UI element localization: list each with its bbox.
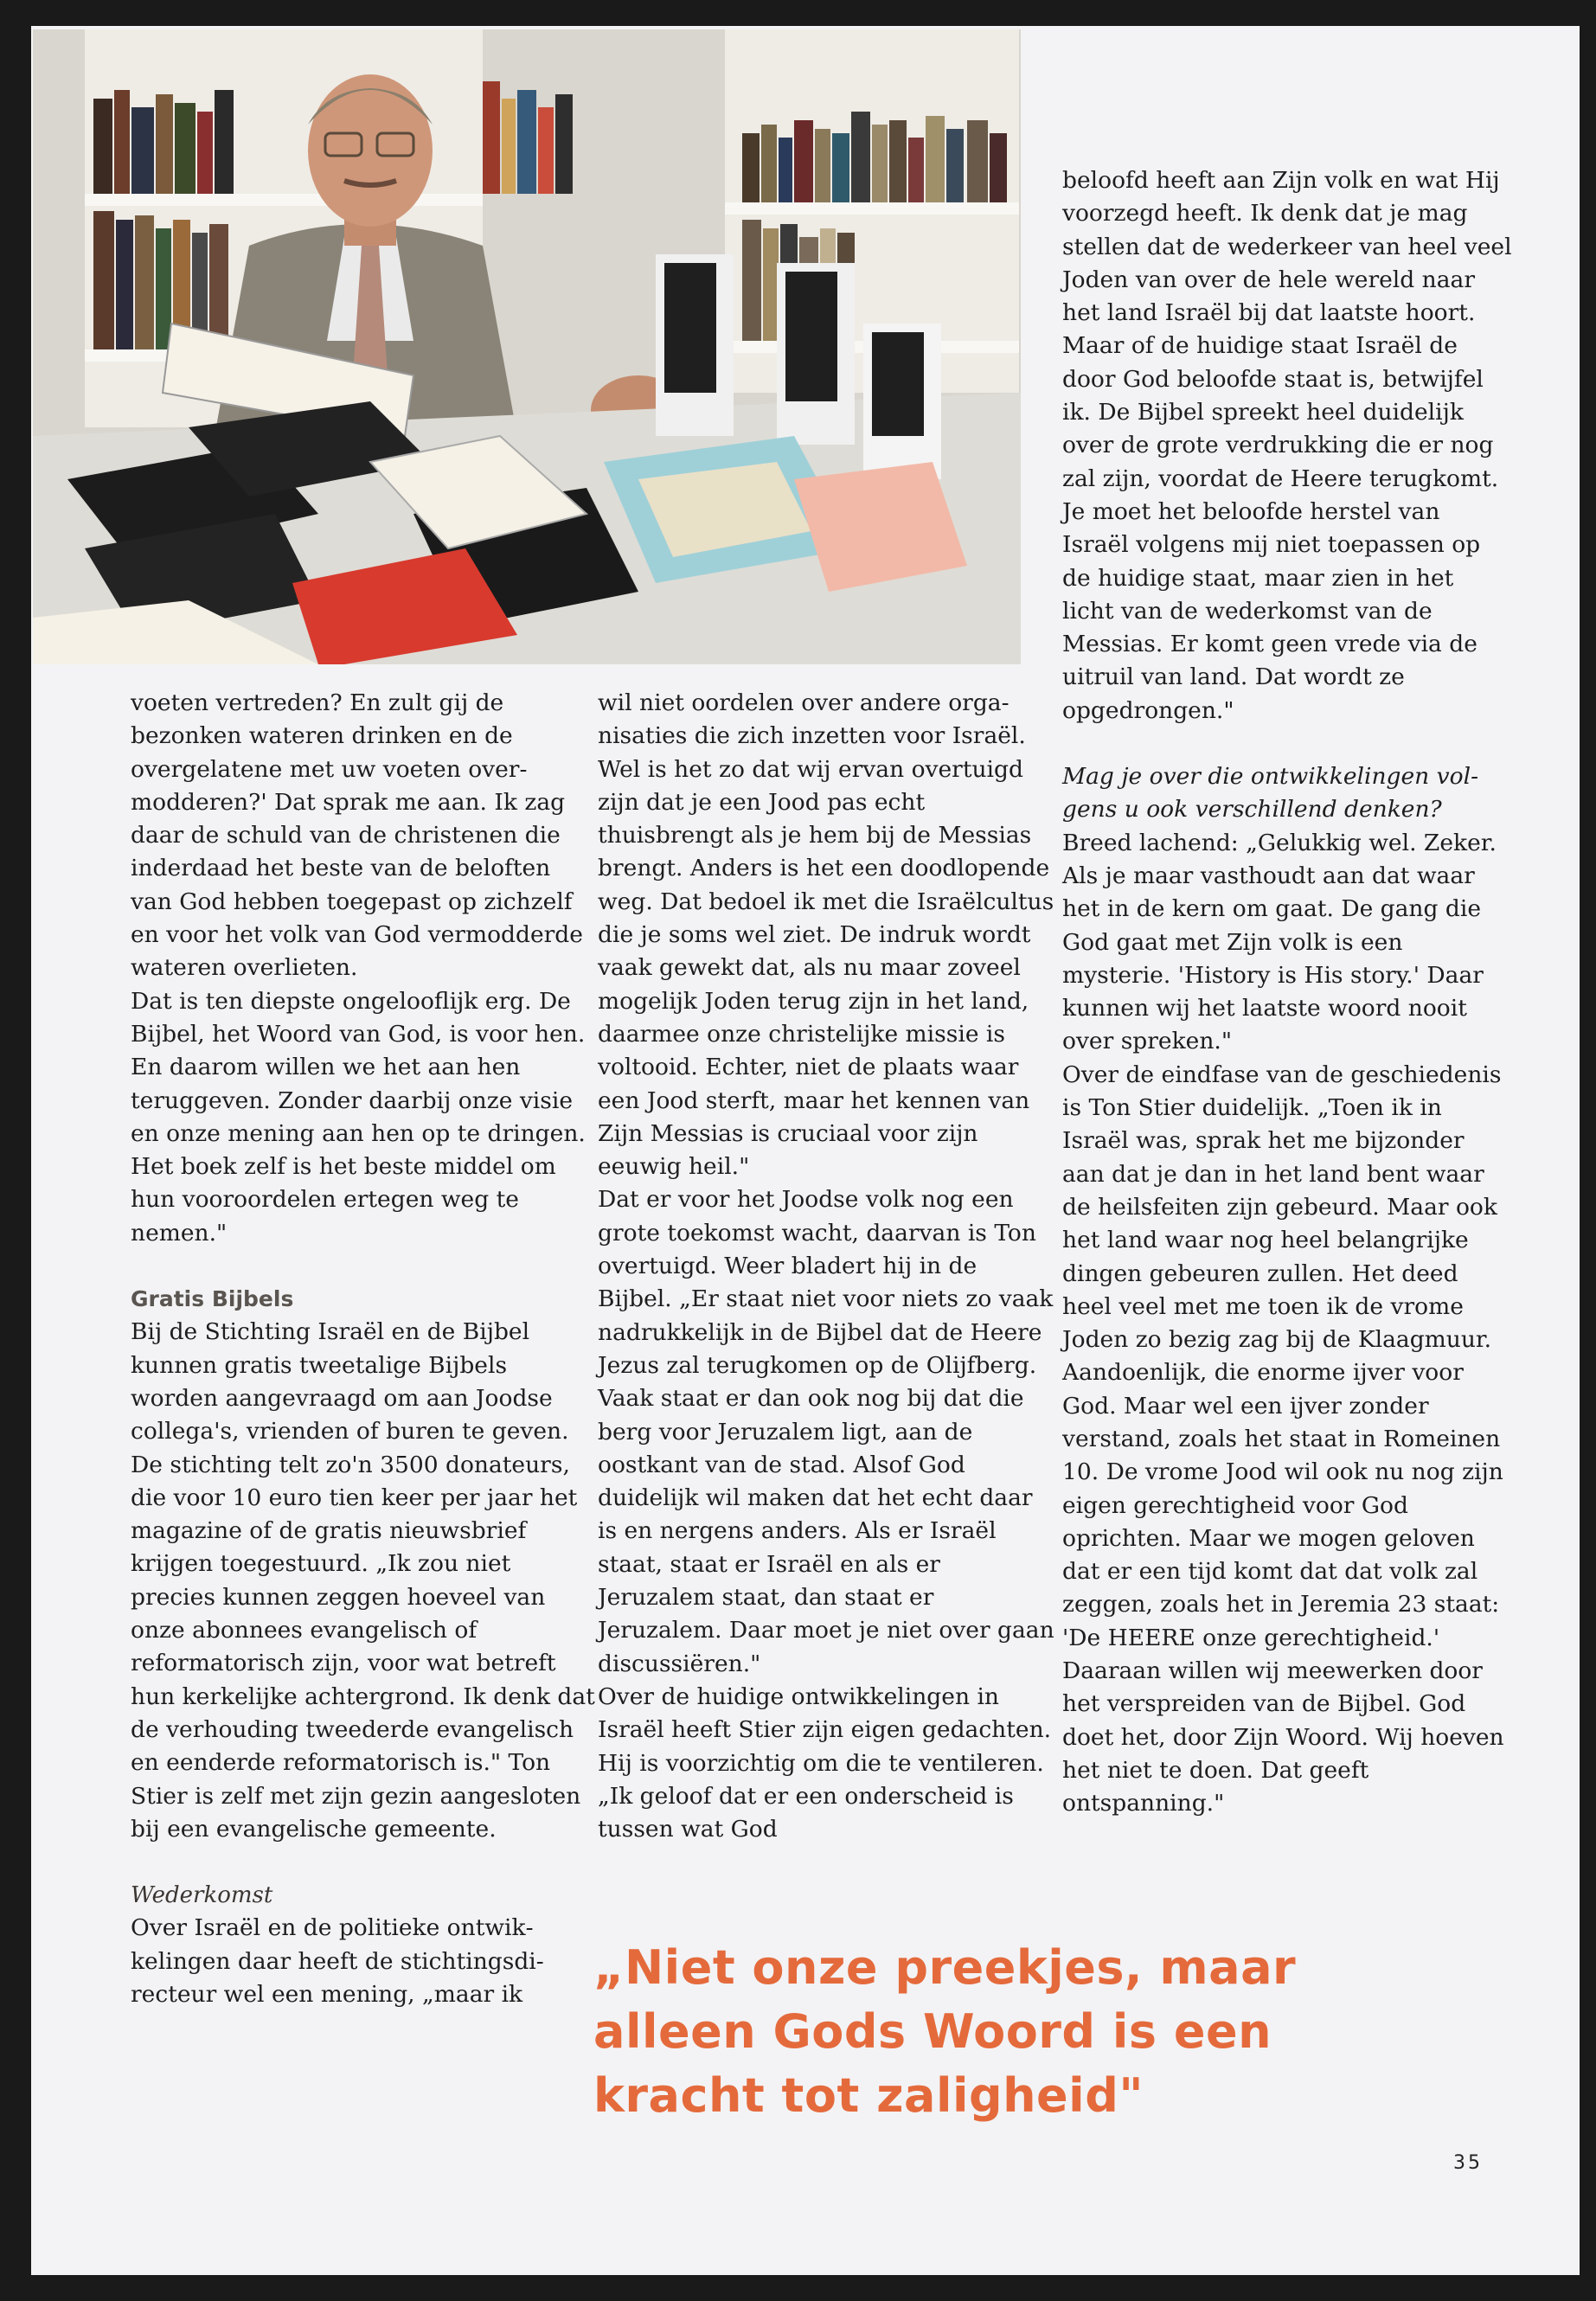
paragraph: Dat er voor het Joodse volk nog een grote toekomst wacht, daarvan is Ton overtuigd. Weer bladert hij in de Bijbel. „Er staat niet voor niets zo vaak nadrukkelijk in de Bijbel dat de Heere Jezus zal terugkomen op de Olijfberg. Vaak staat er dan ook nog bij dat die berg voor Jeruzalem ligt, aan de oostkant van de stad. Alsof God duidelijk wil maken dat het echt daar is en nergens anders. Als er Israël staat, staat er Israël en als er Jeruzalem staat, dan staat er Jeruzalem. Daar moet je niet over gaan discussiëren." [598,1186,1054,1677]
interview-question: Mag je over die ontwikkelingen volgens u ook verschillend denken? [1062,763,1479,824]
photo-illustration [33,29,1021,664]
paragraph: Over de eindfase van de geschiedenis is Ton Stier duidelijk. „Toen ik in Israël was, sprak het me bijzonder aan dat je dan in het land bent waar de heilsfeiten zijn gebeurd. Maar ook het land waar nog heel belangrijke dingen gebeuren zullen. Het deed heel veel met me toen ik de vrome Joden zo bezig zag bij de Klaagmuur. Aandoenlijk, die enorme ijver voor God. Maar wel een ijver zonder verstand, zoals het staat in Romeinen 10. De vrome Jood wil ook nu nog zijn eigen gerechtigheid voor God oprichten. Maar we mogen geloven dat er een tijd komt dat dat volk zal zeggen, zoals het in Jeremia 23 staat: 'De HEERE onze gerechtigheid.' Daaraan willen wij meewerken door het verspreiden van de Bijbel. God doet het, door Zijn Woord. Wij hoeven het niet te doen. Dat geeft ontspanning." [1062,1061,1504,1817]
paragraph: Over de huidige ontwikkelingen in Israël heeft Stier zijn eigen gedachten. Hij is voorzichtig om die te ventileren. „Ik geloof dat er een onderscheid is tussen wat God [598,1682,1052,1843]
magazine-page [31,26,1580,2275]
paragraph: Breed lachend: „Gelukkig wel. Zeker. Als je maar vasthoudt aan dat waar het in de kern om gaat. De gang die God gaat met Zijn volk is een mysterie. 'History is His story.' Daar kunnen wij het laatste woord nooit over spreken." [1062,829,1497,1055]
paragraph: Bij de Stichting Israël en de Bijbel kunnen gratis tweetalige Bijbels worden aangevraagd om aan Joodse collega's, vrienden of buren te geven. De stichting telt zo'n 3500 donateurs, die voor 10 euro tien keer per jaar het magazine of de gratis nieuwsbrief krijgen toegestuurd. „Ik zou niet precies kunnen zeggen hoeveel van onze abonnees evangelisch of reformatorisch zijn, voor wat betreft hun kerkelijke achtergrond. Ik denk dat de verhouding tweederde evangelisch en eenderde reformatorisch is." Ton Stier is zelf met zijn gezin aangesloten bij een evangelische gemeente. [131,1318,595,1843]
section-heading: Gratis Bijbels [131,1286,294,1312]
column-right [1062,164,1512,1821]
page-number: 35 [1453,2152,1483,2174]
paragraph: Over Israël en de politieke ontwikkelingen daar heeft de stichtingsdirecteur wel een mening, „maar ik [131,1914,544,2008]
column-left [131,687,598,2011]
column-middle [598,687,1056,1846]
paragraph: wil niet oordelen over andere organisaties die zich inzetten voor Israël. Wel is het zo dat wij ervan overtuigd zijn dat je een Jood pas echt thuisbrengt als je hem bij de Messias brengt. Anders is het een doodlopende weg. Dat bedoel ik met die Israëlcultus die je soms wel ziet. De indruk wordt vaak gewekt dat, als nu maar zoveel mogelijk Joden terug zijn in het land, daarmee onze christelijke missie is voltooid. Echter, niet de plaats waar een Jood sterft, maar het kennen van Zijn Messias is cruciaal voor zijn eeuwig heil." [598,689,1054,1181]
section-heading: Wederkomst [131,1882,273,1909]
paragraph: beloofd heeft aan Zijn volk en wat Hij voorzegd heeft. Ik denk dat je mag stellen dat de wederkeer van heel veel Joden van over de hele wereld naar het land Israël bij dat laatste hoort. Maar of de huidige staat Israël de door God beloofde staat is, betwijfel ik. De Bijbel spreekt heel duidelijk over de grote verdrukking die er nog zal zijn, voordat de Heere terugkomt. Je moet het beloofde herstel van Israël volgens mij niet toepassen op de huidige staat, maar zien in het licht van de wederkomst van de Messias. Er komt geen vrede via de uitruil van land. Dat wordt ze opgedrongen." [1062,167,1512,724]
paragraph: Dat is ten diepste ongelooflijk erg. De Bijbel, het Woord van God, is voor hen. En daarom willen we het aan hen teruggeven. Zonder daarbij onze visie en onze mening aan hen op te dringen. Het boek zelf is het beste middel om hun vooroordelen ertegen weg te nemen." [131,987,586,1247]
article-photo [33,29,1021,664]
paragraph: voeten vertreden? En zult gij de bezonken wateren drinken en de overgelatene met uw voeten overmodderen?' Dat sprak me aan. Ik zag daar de schuld van de christenen die inderdaad het beste van de beloften van God hebben toegepast op zichzelf en voor het volk van God vermodderde wateren overlieten. [131,689,583,982]
pull-quote: „Niet onze preekjes, maar alleen Gods Woord is een kracht tot zaligheid" [593,1940,1297,2123]
